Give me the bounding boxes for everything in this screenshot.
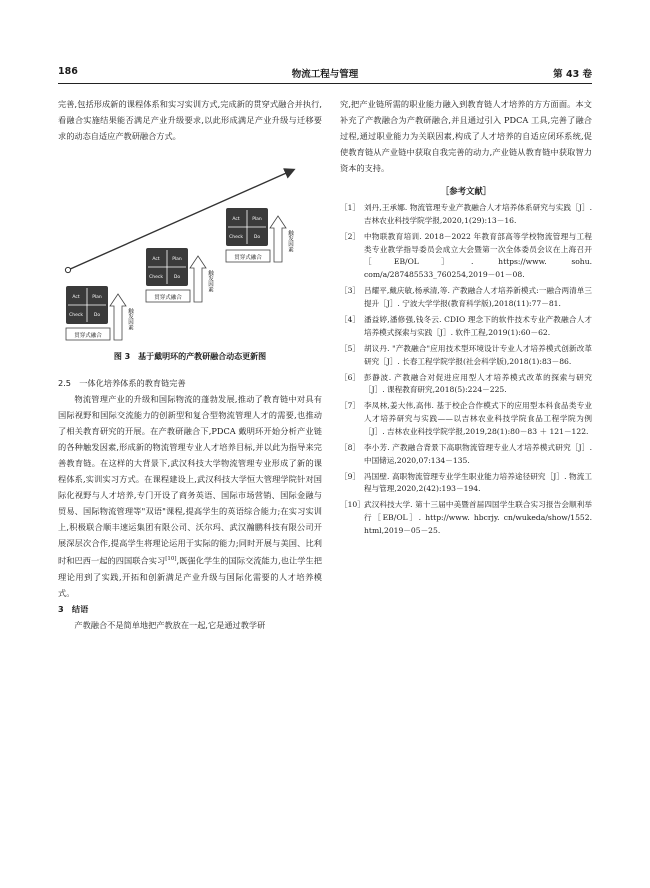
plan-label: Plan [172,257,182,262]
reference-text: 胡议丹. "产教融合"应用技术型环境设计专业人才培养模式创新改革研究［J］. 长春工程学院学报(社会科学版),2018(1):83－86. [364,343,592,366]
reference-text: 冯国壁. 高职物流管理专业学生职业能力培养途径研究［J］. 物流工程与管理,2020,2(42):193－194. [364,471,592,494]
reference-number: ［5］ [340,343,361,353]
reference-item [340,202,592,228]
reference-text: 李小芳. 产教融合背景下高职物流管理专业人才培养模式研究［J］. 中国储运,2020,07:134－135. [364,442,592,465]
section-2-5-text-tail: ,既强化学生的国际交流能力,也让学生把理论用到了实践,开拓和创新满足产业升级与国际化需要的人才培养模式。 [58,555,322,598]
reference-text: 彭静波. 产教融合对促进应用型人才培养模式改革的探索与研究［J］. 课程教育研究,2018(5):224－225. [364,372,592,395]
stage-2 [146,248,214,302]
act-label: Act [232,217,240,222]
stage-1 [66,286,134,340]
reference-number: ［7］ [340,401,361,411]
reference-text: 潘益婷,潘修强,钱冬云. CDIO 理念下的软件技术专业产教融合人才培养模式探索与实践［J］. 软件工程,2019(1):60－62. [364,314,592,337]
reference-item [340,285,592,311]
act-label: Act [72,295,80,300]
stage-label-2: 贯穿式融合 [154,295,182,301]
journal-name: 物流工程与管理 [291,69,359,80]
reference-text: 武汉科技大学. 第十三届中美暨首届四国学生联合实习报告会顺利举行［EB/OL］. http://www. hbcrjy. cn/wukeda/show/1552. html,2019－05－25. [364,500,592,536]
reference-number: ［8］ [340,442,361,452]
section-3-heading [58,601,322,617]
paragraph-text: 完善,包括形成新的课程体系和实习实训方式,完成新的贯穿式融合并执行,看融合实施结果能否满足产业升级要求,以此形成满足产业升级与迁移要求的动态自适应产教研融合方式。 [58,99,322,141]
pdca-diagram [58,158,322,358]
reference-text: 李凤林,姜大伟,高伟. 基于校企合作模式下的应用型本科食品类专业人才培养研究与实践——以吉林农业科技学院食品工程学院为例［J］. 吉林农业科技学院学报,2019,28(1):80－83 ＋ 121－122. [364,401,592,436]
running-header [58,66,592,82]
reference-number: ［6］ [340,372,361,382]
volume-label: 第 43 卷 [553,69,592,80]
reference-number: ［9］ [340,471,361,481]
reference-item [340,499,592,537]
reference-text: 吕耀平,戴庆敏,杨承清,等. 产教融合人才培养新模式:一融合两清单三提升［J］. 宁波大学学报(教育科学版),2018(11):77－81. [364,286,592,308]
section-2-5-body [58,391,322,601]
references-heading: ［参考文献］ [440,186,492,196]
reference-item [340,314,592,340]
reference-number: ［3］ [340,286,361,296]
reference-number: ［1］ [340,203,361,212]
section-3-body-right: 究,把产业链所需的职业能力融入到教育链人才培养的方方面面。本文补充了产教融合为产教研融合,并且通过引入 PDCA 工具,完善了融合过程,通过职业能力为关联因素,构成了人才培养的自适应闭环系统,促使教育链从产业链中获取自我完善的动力,产业链从教育链中获取智力资本的支持。 [340,99,592,173]
reference-item [340,471,592,497]
check-label: Check [149,275,163,280]
trigger-label-2: 触发因素 [207,270,213,292]
section-3-title: 结语 [71,603,89,614]
section-3-number: 3 [58,603,64,614]
trigger-arrow-3 [270,216,286,262]
do-label: Do [253,235,261,240]
stage-3 [226,208,294,262]
stage-label-3: 贯穿式融合 [234,255,262,261]
section-2-5-text: 物流管理产业的升级和国际物流的蓬勃发展,推动了教育链中对具有国际视野和国际交流能力的创新型和复合型物流管理人才的需要,也推动了相关教育研究的开展。在产教研融合下,PDCA 戴明环开始分析产业链的各种触发因素,形成新的物流管理专业人才培养目标,并以此为指导来完善教育链。在这样的大背景下,武汉科技大学物流管理专业形成了新的课程体系,实训实习方式。在课程建设上,武汉科技大学恒大管理学院针对国际化视野与人才培养,专门开设了商务英语、国际市场营销、国际金融与贸易、国际物流管理等"双语"课程,提高学生的英语综合能力;在实习实训上,积极联合顺丰速运集团有限公司、沃尔玛、武汉瀚鹏科技有限公司开展深层次合作,提高学生将理论运用于实际的能力;同时开展与美国、比利时和巴西一起的四国联合实习 [58,394,322,566]
check-label: Check [229,235,243,240]
references-list [340,202,592,541]
reference-number: ［2］ [340,231,361,241]
left-top-paragraph [58,96,322,144]
figure-3 [58,158,322,358]
reference-item [340,442,592,468]
reference-text: 刘丹,王承娜. 物流管理专业产教融合人才培养体系研究与实践［J］. 吉林农业科技学院学报,2020,1(29):13－16. [364,203,592,225]
reference-item [340,400,592,438]
reference-text: 中物联教育培训. 2018－2022 年教育部高等学校物流管理与工程类专业教学指导委员会成立大会暨第一次全体委员会议在上海召开［EB/OL］. https://www. sohu. com/a/287485533_760254,2019－01－08. [364,231,592,280]
reference-number: ［4］ [340,314,361,324]
trend-origin [65,267,70,272]
do-label: Do [173,275,181,280]
do-label: Do [93,313,101,318]
header-rule [58,83,592,84]
plan-label: Plan [252,217,262,222]
section-2-5-heading: 2.5 一体化培养体系的教育链完善 [58,378,186,388]
page-number: 186 [58,66,78,77]
left-main-column [58,375,322,633]
reference-item [340,343,592,369]
trigger-label-1: 触发因素 [127,308,133,330]
section-3-body-left: 产教融合不是简单地把产教放在一起,它是通过教学研 [74,619,266,630]
check-label: Check [69,313,83,318]
figure-caption: 图 3 基于戴明环的产教研融合动态更新图 [113,352,267,361]
trigger-arrow-1 [110,294,126,340]
reference-item [340,231,592,282]
right-top-paragraph [340,96,592,176]
trigger-arrow-2 [190,256,206,302]
reference-number: ［10］ [340,500,365,510]
stage-label-1: 贯穿式融合 [74,333,102,339]
act-label: Act [152,257,160,262]
reference-item [340,372,592,398]
trigger-label-3: 触发因素 [287,230,293,252]
citation-10: [10] [165,556,177,562]
plan-label: Plan [92,295,102,300]
